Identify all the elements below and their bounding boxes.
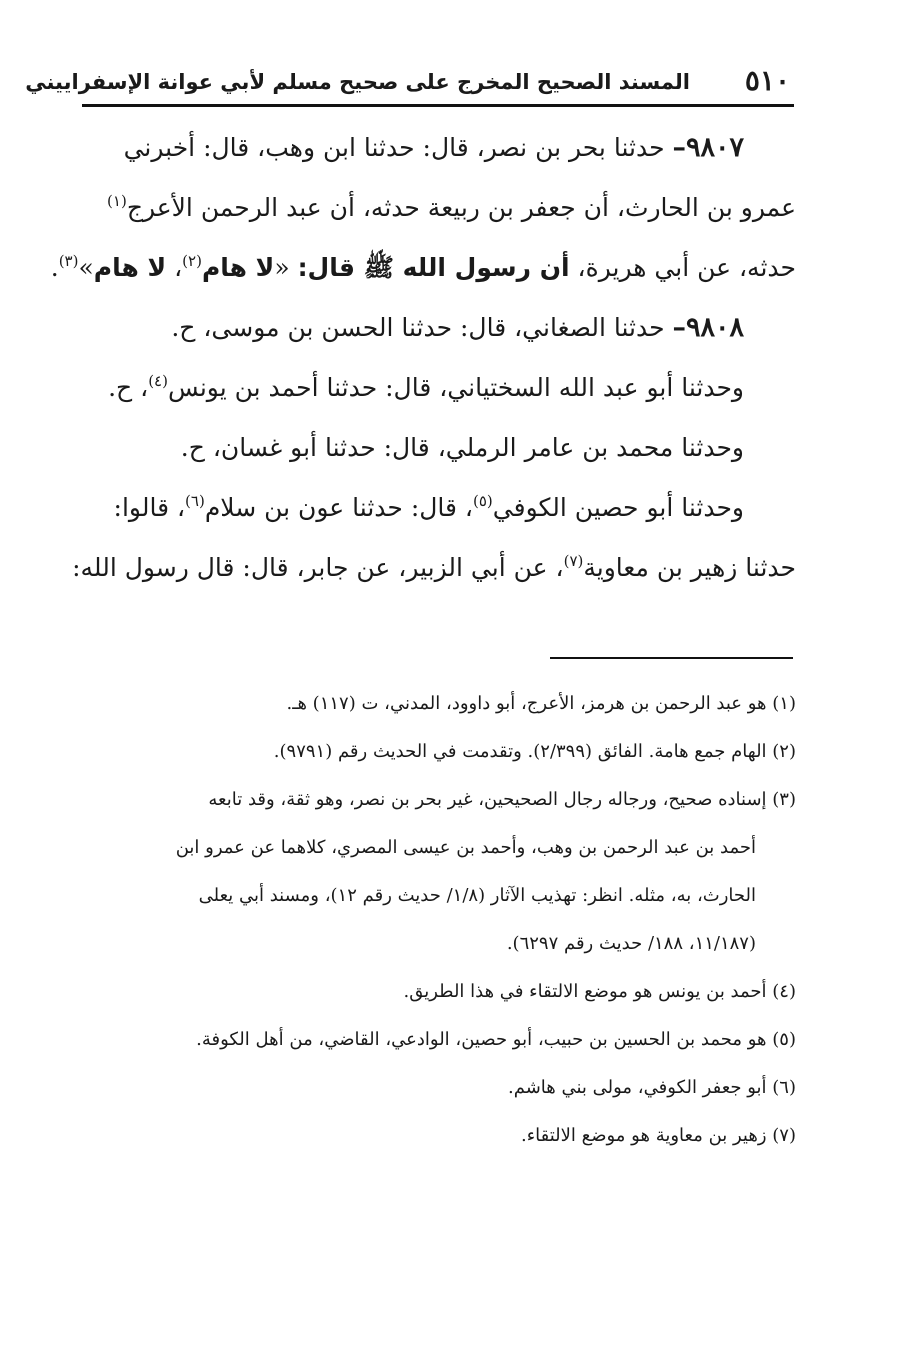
footnote-2: (٢) الهام جمع هامة. الفائق (٢/٣٩٩). وتقدمت في الحديث رقم (٩٧٩١). bbox=[273, 741, 796, 762]
footnote-ref[interactable]: (٢) bbox=[182, 252, 202, 270]
footnote-4: (٤) أحمد بن يونس هو موضع الالتقاء في هذا الطريق. bbox=[403, 981, 796, 1002]
text-line: ٩٨٠٧– حدثنا بحر بن نصر، قال: حدثنا ابن وهب، قال: أخبرني bbox=[123, 132, 744, 163]
footnote-3-continued: أحمد بن عبد الرحمن بن وهب، وأحمد بن عيسى المصري، كلاهما عن عمرو ابن bbox=[175, 837, 756, 858]
text-line: عمرو بن الحارث، أن جعفر بن ربيعة حدثه، أن عبد الرحمن الأعرج$^{(١)}$ bbox=[107, 192, 796, 222]
running-title: المسند الصحيح المخرج على صحيح مسلم لأبي عوانة الإسفراييني bbox=[25, 70, 690, 94]
text-line: وحدثنا أبو عبد الله السختياني، قال: حدثنا أحمد بن يونس$^{(٤)}$، ح. bbox=[108, 372, 744, 402]
text-line: حدثه، عن أبي هريرة، أن رسول الله ﷺ قال: «لا هام$^{(٢)}$، لا هام»$^{(٣)}$. bbox=[50, 252, 796, 282]
footnote-3-continued: الحارث، به، مثله. انظر: تهذيب الآثار (١/٨/ حديث رقم ١٢)، ومسند أبي يعلى bbox=[198, 885, 756, 906]
footnote-ref[interactable]: (٣) bbox=[58, 252, 79, 270]
hadith-number: ٩٨٠٧– bbox=[672, 132, 744, 163]
footnote-ref[interactable]: (٦) bbox=[185, 492, 205, 510]
text-line: وحدثنا محمد بن عامر الرملي، قال: حدثنا أبو غسان، ح. bbox=[180, 433, 744, 462]
footnotes bbox=[82, 680, 796, 1160]
main-text bbox=[50, 118, 796, 598]
page-header bbox=[25, 62, 800, 102]
footnote-3: (٣) إسناده صحيح، ورجاله رجال الصحيحين، غير بحر بن نصر، وهو ثقة، وقد تابعه bbox=[208, 789, 796, 810]
header-divider bbox=[82, 104, 794, 107]
footnote-divider bbox=[550, 657, 793, 659]
text-line: حدثنا زهير بن معاوية$^{(٧)}$، عن أبي الزبير، عن جابر، قال: قال رسول الله: bbox=[72, 552, 796, 582]
footnote-3-continued: (١١/١٨٧، ١٨٨/ حديث رقم ٦٢٩٧). bbox=[506, 933, 756, 954]
text-line: ٩٨٠٨– حدثنا الصغاني، قال: حدثنا الحسن بن موسى، ح. bbox=[171, 312, 744, 343]
text-line: وحدثنا أبو حصين الكوفي$^{(٥)}$، قال: حدثنا عون بن سلام$^{(٦)}$، قالوا: bbox=[113, 492, 744, 522]
page-number: ٥١٠ bbox=[744, 64, 790, 97]
footnote-ref[interactable]: (٧) bbox=[563, 552, 584, 570]
hadith-number: ٩٨٠٨– bbox=[672, 312, 744, 343]
footnote-ref[interactable]: (١) bbox=[107, 192, 127, 210]
footnote-7: (٧) زهير بن معاوية هو موضع الالتقاء. bbox=[520, 1125, 796, 1146]
footnote-5: (٥) هو محمد بن الحسين بن حبيب، أبو حصين، الوادعي، القاضي، من أهل الكوفة. bbox=[196, 1029, 796, 1050]
footnote-6: (٦) أبو جعفر الكوفي، مولى بني هاشم. bbox=[508, 1077, 796, 1098]
footnote-ref[interactable]: (٥) bbox=[473, 492, 493, 510]
footnote-1: (١) هو عبد الرحمن بن هرمز، الأعرج، أبو داوود، المدني، ت (١١٧) هـ. bbox=[286, 693, 796, 714]
footnote-ref[interactable]: (٤) bbox=[148, 372, 168, 390]
